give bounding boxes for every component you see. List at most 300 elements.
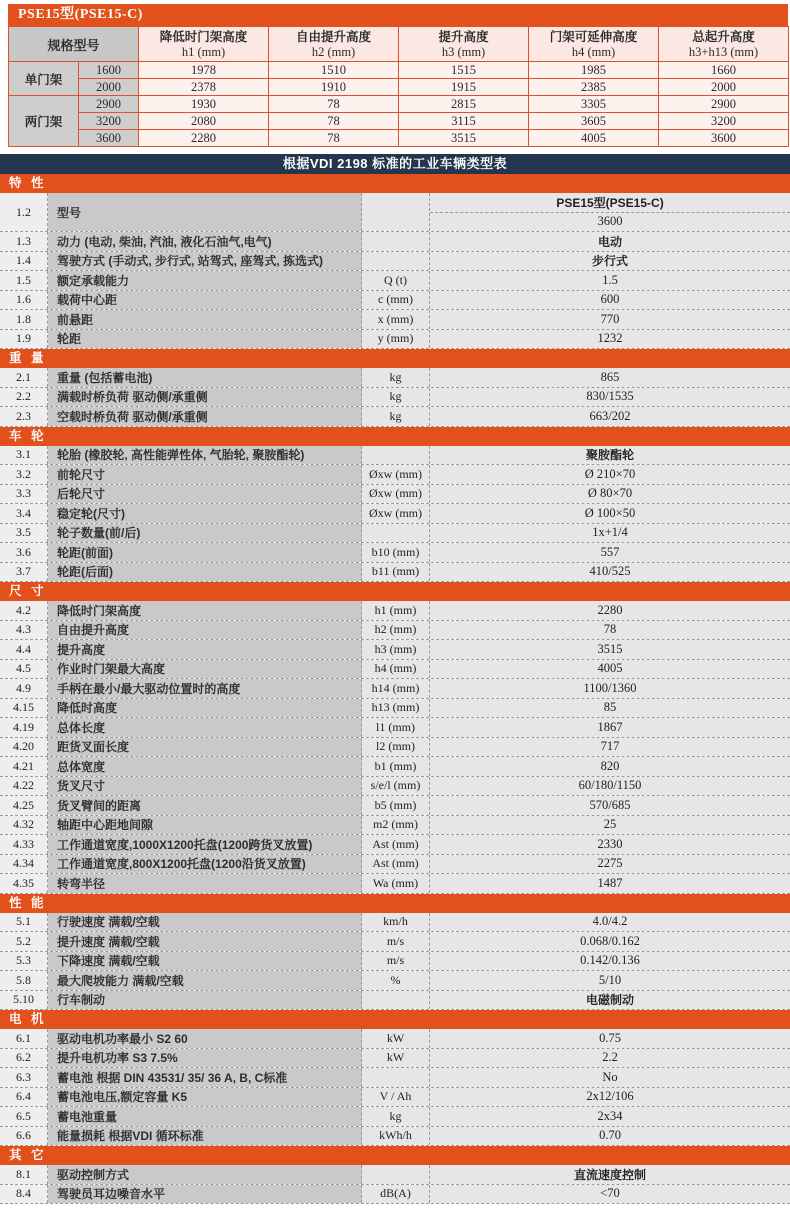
mast-size-cell: 2000 xyxy=(79,79,139,96)
section-header: 其 它 xyxy=(0,1146,790,1165)
mast-value-cell: 3600 xyxy=(659,130,789,147)
section-header: 电 机 xyxy=(0,1010,790,1029)
row-unit: m/s xyxy=(362,932,430,951)
mast-value-cell: 78 xyxy=(269,130,399,147)
row-label: 蓄电池重量 xyxy=(48,1107,362,1126)
column-header-name: 总起升高度 xyxy=(692,30,755,44)
row-value-text: 2330 xyxy=(597,836,623,851)
row-unit: % xyxy=(362,971,430,990)
specification-table xyxy=(0,174,790,1204)
column-header-name: 门架可延伸高度 xyxy=(549,30,638,44)
column-header-code: h4 (mm) xyxy=(571,45,616,59)
row-unit: s/e/l (mm) xyxy=(362,777,430,796)
spec-row xyxy=(0,504,790,524)
row-value-text: 0.142/0.136 xyxy=(580,953,640,968)
mast-size-cell: 1600 xyxy=(79,62,139,79)
spec-row xyxy=(0,991,790,1011)
row-label: 稳定轮(尺寸) xyxy=(48,504,362,523)
row-value-text: 1.5 xyxy=(602,272,618,287)
column-header xyxy=(399,27,529,62)
column-header xyxy=(529,27,659,62)
spec-row xyxy=(0,835,790,855)
mast-value-cell: 1915 xyxy=(399,79,529,96)
row-label: 转弯半径 xyxy=(48,874,362,893)
spec-row xyxy=(0,1185,790,1205)
row-value xyxy=(430,1127,790,1146)
row-number: 4.2 xyxy=(0,601,48,620)
row-number: 4.4 xyxy=(0,640,48,659)
row-label: 最大爬坡能力 满载/空载 xyxy=(48,971,362,990)
mast-data-row xyxy=(9,113,789,130)
row-number: 4.32 xyxy=(0,816,48,835)
row-number: 5.10 xyxy=(0,991,48,1010)
row-label: 总体长度 xyxy=(48,718,362,737)
row-value-text: 570/685 xyxy=(589,797,631,812)
section-header: 性 能 xyxy=(0,894,790,913)
spec-row xyxy=(0,855,790,875)
row-value xyxy=(430,1049,790,1068)
row-number: 3.2 xyxy=(0,465,48,484)
row-unit: kg xyxy=(362,388,430,407)
row-label: 轮距 xyxy=(48,330,362,349)
spec-row xyxy=(0,291,790,311)
mast-size-cell: 3600 xyxy=(79,130,139,147)
row-value-text: 0.068/0.162 xyxy=(580,933,640,948)
mast-value-cell: 1978 xyxy=(139,62,269,79)
mast-value-cell: 2385 xyxy=(529,79,659,96)
row-label: 轮距(前面) xyxy=(48,543,362,562)
row-label: 前轮尺寸 xyxy=(48,465,362,484)
column-header-name: 提升高度 xyxy=(438,30,489,44)
spec-row xyxy=(0,952,790,972)
row-number: 5.2 xyxy=(0,932,48,951)
row-unit: m/s xyxy=(362,952,430,971)
mast-data-row xyxy=(9,96,789,113)
row-unit: Q (t) xyxy=(362,271,430,290)
row-label: 货叉尺寸 xyxy=(48,777,362,796)
row-unit: kg xyxy=(362,368,430,387)
column-header-name: 降低时门架高度 xyxy=(159,30,248,44)
row-value xyxy=(430,699,790,718)
row-label: 工作通道宽度,800X1200托盘(1200沿货叉放置) xyxy=(48,855,362,874)
row-value-text: Ø 100×50 xyxy=(584,505,636,520)
column-header xyxy=(269,27,399,62)
row-unit xyxy=(362,232,430,251)
row-label: 重量 (包括蓄电池) xyxy=(48,368,362,387)
row-number: 1.5 xyxy=(0,271,48,290)
row-value xyxy=(430,1088,790,1107)
mast-value-cell: 2000 xyxy=(659,79,789,96)
row-value-text: 2.2 xyxy=(602,1050,618,1065)
row-value xyxy=(430,291,790,310)
row-value xyxy=(430,368,790,387)
row-value xyxy=(430,738,790,757)
row-unit: h13 (mm) xyxy=(362,699,430,718)
mast-size-cell: 2900 xyxy=(79,96,139,113)
row-label: 总体宽度 xyxy=(48,757,362,776)
spec-row xyxy=(0,777,790,797)
mast-value-cell: 1510 xyxy=(269,62,399,79)
spec-row xyxy=(0,465,790,485)
column-header-code: h3+h13 (mm) xyxy=(688,45,759,59)
mast-value-cell: 1930 xyxy=(139,96,269,113)
spec-row xyxy=(0,524,790,544)
row-unit: h2 (mm) xyxy=(362,621,430,640)
row-value-text: 2x12/106 xyxy=(586,1089,634,1104)
row-value-text: Ø 210×70 xyxy=(584,466,636,481)
row-label: 额定承载能力 xyxy=(48,271,362,290)
mast-value-cell: 2280 xyxy=(139,130,269,147)
mast-value-cell: 78 xyxy=(269,113,399,130)
spec-row xyxy=(0,1029,790,1049)
spec-row xyxy=(0,330,790,350)
column-header xyxy=(139,27,269,62)
spec-row xyxy=(0,932,790,952)
row-value xyxy=(430,855,790,874)
row-value xyxy=(430,932,790,951)
row-unit: h14 (mm) xyxy=(362,679,430,698)
row-value xyxy=(430,621,790,640)
row-value xyxy=(430,543,790,562)
row-value-text: 步行式 xyxy=(591,254,628,269)
vdi-standard-banner: 根据VDI 2198 标准的工业车辆类型表 xyxy=(0,154,790,174)
row-unit: Ast (mm) xyxy=(362,835,430,854)
row-number: 4.9 xyxy=(0,679,48,698)
row-value xyxy=(430,1165,790,1184)
row-number: 4.19 xyxy=(0,718,48,737)
row-number: 3.6 xyxy=(0,543,48,562)
row-value xyxy=(430,816,790,835)
spec-row xyxy=(0,485,790,505)
row-label: 自由提升高度 xyxy=(48,621,362,640)
mast-value-cell: 3305 xyxy=(529,96,659,113)
spec-row xyxy=(0,816,790,836)
row-value xyxy=(430,971,790,990)
spec-row xyxy=(0,1127,790,1147)
row-unit xyxy=(362,991,430,1010)
row-value-text: 1487 xyxy=(597,875,623,890)
row-unit: b11 (mm) xyxy=(362,563,430,582)
row-number: 1.3 xyxy=(0,232,48,251)
mast-size-cell: 3200 xyxy=(79,113,139,130)
mast-value-cell: 2080 xyxy=(139,113,269,130)
row-value xyxy=(430,446,790,465)
row-unit: V / Ah xyxy=(362,1088,430,1107)
row-number: 2.3 xyxy=(0,407,48,426)
row-value-text: 600 xyxy=(600,292,620,307)
spec-row xyxy=(0,407,790,427)
row-value-text-2: 3600 xyxy=(430,212,790,232)
row-value-text: 557 xyxy=(600,544,620,559)
row-label: 动力 (电动, 柴油, 汽油, 液化石油气,电气) xyxy=(48,232,362,251)
column-header-code: h3 (mm) xyxy=(441,45,486,59)
spec-row xyxy=(0,252,790,272)
row-value xyxy=(430,874,790,893)
row-label: 前悬距 xyxy=(48,310,362,329)
row-number: 4.25 xyxy=(0,796,48,815)
row-number: 6.5 xyxy=(0,1107,48,1126)
row-value-text: 1867 xyxy=(597,719,623,734)
row-number: 1.2 xyxy=(0,193,48,231)
row-unit: km/h xyxy=(362,913,430,932)
row-value-text: 865 xyxy=(600,369,620,384)
mast-value-cell: 1985 xyxy=(529,62,659,79)
row-number: 4.15 xyxy=(0,699,48,718)
row-label: 提升电机功率 S3 7.5% xyxy=(48,1049,362,1068)
row-number: 6.4 xyxy=(0,1088,48,1107)
mast-height-table xyxy=(8,26,789,147)
row-unit: y (mm) xyxy=(362,330,430,349)
row-number: 5.3 xyxy=(0,952,48,971)
spec-row xyxy=(0,310,790,330)
row-unit: kg xyxy=(362,1107,430,1126)
row-value-text: 直流速度控制 xyxy=(573,1167,646,1182)
row-number: 4.5 xyxy=(0,660,48,679)
spec-row xyxy=(0,543,790,563)
spec-row xyxy=(0,563,790,583)
row-label: 驱动控制方式 xyxy=(48,1165,362,1184)
spec-row xyxy=(0,388,790,408)
row-number: 4.35 xyxy=(0,874,48,893)
row-value xyxy=(430,524,790,543)
row-value xyxy=(430,407,790,426)
spec-row xyxy=(0,913,790,933)
row-number: 1.6 xyxy=(0,291,48,310)
mast-value-cell: 4005 xyxy=(529,130,659,147)
row-label: 空载时桥负荷 驱动侧/承重侧 xyxy=(48,407,362,426)
row-number: 2.2 xyxy=(0,388,48,407)
row-unit: b10 (mm) xyxy=(362,543,430,562)
row-number: 2.1 xyxy=(0,368,48,387)
mast-value-cell: 3605 xyxy=(529,113,659,130)
mast-value-cell: 3115 xyxy=(399,113,529,130)
row-unit xyxy=(362,446,430,465)
row-value xyxy=(430,718,790,737)
row-value xyxy=(430,310,790,329)
model-title-bar: PSE15型(PSE15-C) xyxy=(8,4,788,26)
row-value xyxy=(430,757,790,776)
spec-row xyxy=(0,1068,790,1088)
row-unit: b1 (mm) xyxy=(362,757,430,776)
row-label: 能量损耗 根据VDI 循环标准 xyxy=(48,1127,362,1146)
spec-row xyxy=(0,699,790,719)
section-header: 车 轮 xyxy=(0,427,790,446)
row-value xyxy=(430,835,790,854)
row-unit: Øxw (mm) xyxy=(362,485,430,504)
row-number: 8.4 xyxy=(0,1185,48,1204)
row-number: 4.33 xyxy=(0,835,48,854)
row-value xyxy=(430,913,790,932)
mast-value-cell: 2378 xyxy=(139,79,269,96)
row-unit: Øxw (mm) xyxy=(362,504,430,523)
row-label: 作业时门架最大高度 xyxy=(48,660,362,679)
row-label: 提升速度 满载/空载 xyxy=(48,932,362,951)
row-label: 工作通道宽度,1000X1200托盘(1200跨货叉放置) xyxy=(48,835,362,854)
row-unit: kWh/h xyxy=(362,1127,430,1146)
row-label: 降低时门架高度 xyxy=(48,601,362,620)
spec-row xyxy=(0,1165,790,1185)
row-label: 行驶速度 满载/空载 xyxy=(48,913,362,932)
row-value-text: 5/10 xyxy=(598,972,622,987)
row-label: 距货叉面长度 xyxy=(48,738,362,757)
column-header-name: 自由提升高度 xyxy=(296,30,372,44)
row-number: 6.3 xyxy=(0,1068,48,1087)
mast-value-cell: 78 xyxy=(269,96,399,113)
row-label: 驾驶方式 (手动式, 步行式, 站驾式, 座驾式, 拣选式) xyxy=(48,252,362,271)
row-value xyxy=(430,991,790,1010)
mast-group-cell: 两门架 xyxy=(9,96,79,147)
row-label: 降低时高度 xyxy=(48,699,362,718)
row-value-text: 25 xyxy=(603,817,617,832)
row-label: 驱动电机功率最小 S2 60 xyxy=(48,1029,362,1048)
row-unit: h1 (mm) xyxy=(362,601,430,620)
row-value xyxy=(430,388,790,407)
row-value xyxy=(430,640,790,659)
row-number: 3.7 xyxy=(0,563,48,582)
row-value xyxy=(430,504,790,523)
spec-row xyxy=(0,971,790,991)
row-value xyxy=(430,777,790,796)
row-number: 8.1 xyxy=(0,1165,48,1184)
row-value-text: 663/202 xyxy=(589,408,631,423)
row-value-text: 4.0/4.2 xyxy=(592,914,628,929)
row-value-text: 60/180/1150 xyxy=(578,778,642,793)
row-label: 蓄电池电压,额定容量 K5 xyxy=(48,1088,362,1107)
row-label: 货叉臂间的距离 xyxy=(48,796,362,815)
spec-row xyxy=(0,679,790,699)
row-number: 6.1 xyxy=(0,1029,48,1048)
row-label: 驾驶员耳边噪音水平 xyxy=(48,1185,362,1204)
spec-row xyxy=(0,193,790,232)
row-value xyxy=(430,252,790,271)
row-value xyxy=(430,465,790,484)
row-unit: kg xyxy=(362,407,430,426)
column-header-code: h2 (mm) xyxy=(311,45,356,59)
row-value xyxy=(430,563,790,582)
row-number: 3.1 xyxy=(0,446,48,465)
row-value xyxy=(430,232,790,251)
row-unit xyxy=(362,524,430,543)
mast-height-table-wrap xyxy=(8,4,788,147)
section-header: 重 量 xyxy=(0,349,790,368)
row-number: 1.4 xyxy=(0,252,48,271)
row-unit xyxy=(362,193,430,231)
row-value xyxy=(430,1107,790,1126)
mast-data-row xyxy=(9,79,789,96)
row-value xyxy=(430,1068,790,1087)
row-value-text: No xyxy=(602,1069,618,1084)
row-value-text: 830/1535 xyxy=(586,389,634,404)
spec-row xyxy=(0,796,790,816)
row-unit: m2 (mm) xyxy=(362,816,430,835)
spec-row xyxy=(0,368,790,388)
row-unit: kW xyxy=(362,1049,430,1068)
mast-value-cell: 3515 xyxy=(399,130,529,147)
mast-value-cell: 2815 xyxy=(399,96,529,113)
row-number: 4.20 xyxy=(0,738,48,757)
row-unit: b5 (mm) xyxy=(362,796,430,815)
row-label: 提升高度 xyxy=(48,640,362,659)
row-label: 行车制动 xyxy=(48,991,362,1010)
row-value-text: PSE15型(PSE15-C) xyxy=(556,195,664,210)
row-number: 6.6 xyxy=(0,1127,48,1146)
row-value-text: Ø 80×70 xyxy=(587,486,633,501)
spec-row xyxy=(0,446,790,466)
row-value xyxy=(430,1029,790,1048)
row-value-text: 2x34 xyxy=(597,1108,623,1123)
row-value-text: 85 xyxy=(603,700,617,715)
mast-data-row xyxy=(9,62,789,79)
mast-value-cell: 1515 xyxy=(399,62,529,79)
spec-row xyxy=(0,601,790,621)
row-unit: x (mm) xyxy=(362,310,430,329)
row-unit: l1 (mm) xyxy=(362,718,430,737)
row-unit: dB(A) xyxy=(362,1185,430,1204)
spec-row xyxy=(0,1049,790,1069)
spec-row xyxy=(0,621,790,641)
row-value xyxy=(430,485,790,504)
mast-data-row xyxy=(9,130,789,147)
row-unit: kW xyxy=(362,1029,430,1048)
row-value-text: 3515 xyxy=(597,641,623,656)
row-value-text: 0.70 xyxy=(599,1128,621,1143)
row-value xyxy=(430,330,790,349)
row-number: 5.8 xyxy=(0,971,48,990)
row-unit: h3 (mm) xyxy=(362,640,430,659)
row-value-text: 1x+1/4 xyxy=(592,525,628,540)
row-number: 4.21 xyxy=(0,757,48,776)
row-value-text: 717 xyxy=(600,739,620,754)
row-value-text: <70 xyxy=(600,1186,620,1201)
spec-row xyxy=(0,874,790,894)
row-number: 3.3 xyxy=(0,485,48,504)
row-label: 轮胎 (橡胶轮, 高性能弹性体, 气胎轮, 聚胺酯轮) xyxy=(48,446,362,465)
row-value xyxy=(430,601,790,620)
row-label: 轮子数量(前/后) xyxy=(48,524,362,543)
row-value-text: 电动 xyxy=(597,234,622,249)
spec-row xyxy=(0,738,790,758)
mast-value-cell: 1910 xyxy=(269,79,399,96)
spec-row xyxy=(0,757,790,777)
row-label: 轴距中心距地间隙 xyxy=(48,816,362,835)
row-label: 轮距(后面) xyxy=(48,563,362,582)
row-value-text: 770 xyxy=(600,311,620,326)
row-label: 下降速度 满载/空载 xyxy=(48,952,362,971)
row-value-text: 4005 xyxy=(597,661,623,676)
row-unit: Wa (mm) xyxy=(362,874,430,893)
row-number: 1.8 xyxy=(0,310,48,329)
spec-row xyxy=(0,660,790,680)
row-unit xyxy=(362,1165,430,1184)
row-value-text: 聚胺酯轮 xyxy=(585,448,634,463)
spec-row xyxy=(0,232,790,252)
row-value-text: 2275 xyxy=(597,856,623,871)
row-value xyxy=(430,952,790,971)
row-value-text: 1232 xyxy=(597,331,623,346)
row-value-text: 78 xyxy=(603,622,617,637)
section-header: 特 性 xyxy=(0,174,790,193)
row-unit: Øxw (mm) xyxy=(362,465,430,484)
spec-row xyxy=(0,640,790,660)
row-label: 后轮尺寸 xyxy=(48,485,362,504)
row-unit: c (mm) xyxy=(362,291,430,310)
row-value-text: 410/525 xyxy=(589,564,631,579)
section-header: 尺 寸 xyxy=(0,582,790,601)
row-value xyxy=(430,1185,790,1204)
row-number: 6.2 xyxy=(0,1049,48,1068)
row-number: 1.9 xyxy=(0,330,48,349)
column-header-code: h1 (mm) xyxy=(181,45,226,59)
